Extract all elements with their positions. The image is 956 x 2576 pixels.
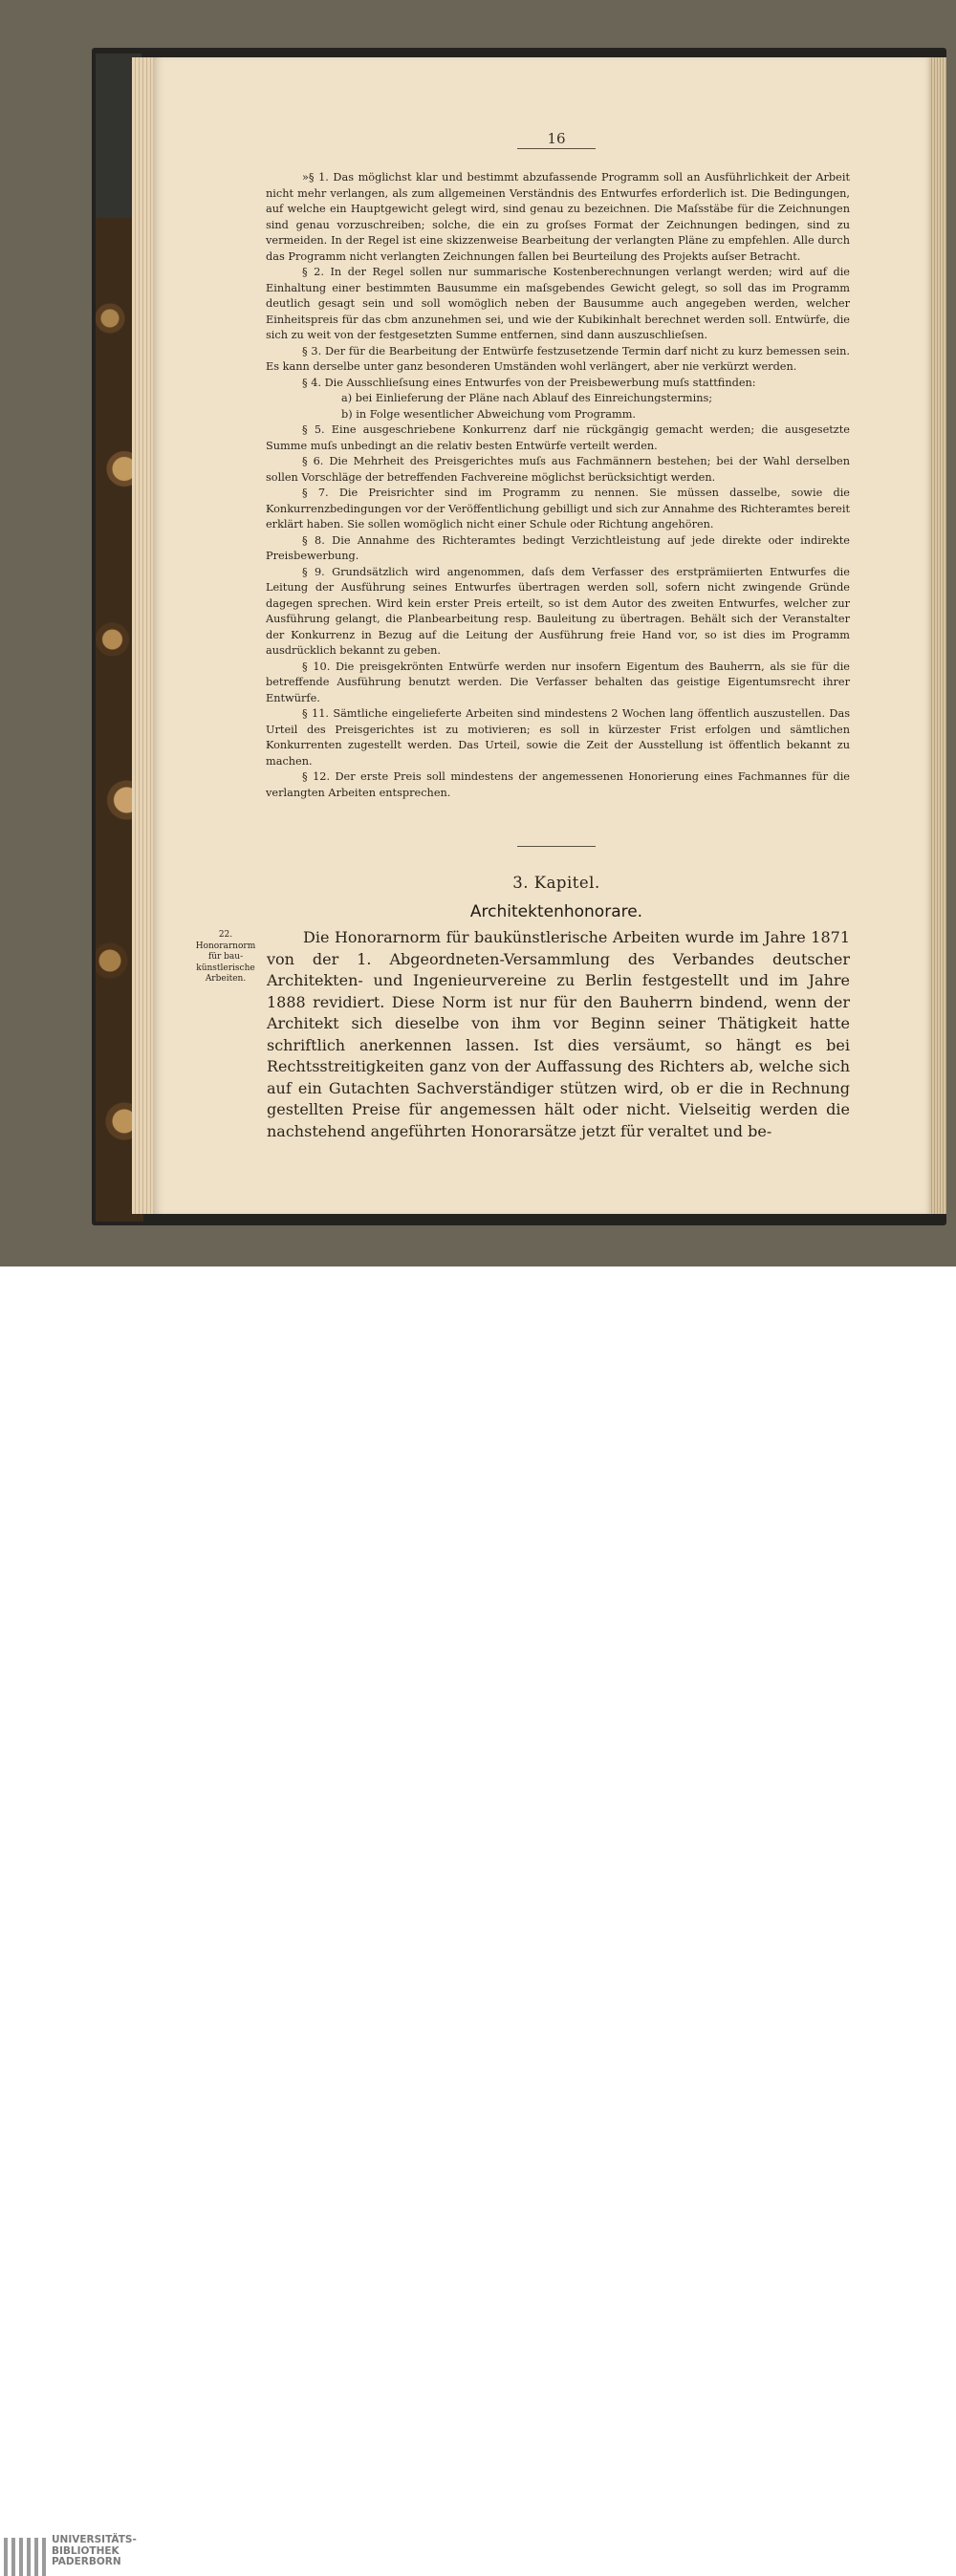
library-footer	[0, 1266, 956, 2567]
main-paragraph: Die Honorarnorm für baukünstlerische Arbeiten wurde im Jahre 1871 von der 1. Abgeordneten-Versammlung des Verbandes deutscher Architekten- und Ingenieurvereine zu Berlin festgestellt und im Jahre 1888 revidiert. Diese Norm ist nur für den Bauherrn bindend, wenn der Architekt sich dieselbe von ihm vor Beginn seiner Thätigkeit hatte schriftlich anerkennen lassen. Ist dies versäumt, so hängt es bei Rechtsstreitigkeiten ganz von der Auffassung des Richters ab, welche sich auf ein Gutachten Sachverständiger stützen wird, ob er die in Rechnung gestellten Preise für angemessen hält oder nicht. Vielseitig werden die nachstehend angeführten Honorarsätze jetzt für veraltet und be-	[267, 928, 850, 1140]
sub-item: b) in Folge wesentlicher Abweichung vom Programm.	[341, 407, 637, 421]
library-logo-icon	[4, 2538, 46, 2576]
statute-text	[266, 170, 850, 801]
paragraph: »§ 1. Das möglichst klar und bestimmt abzufassende Programm soll an Ausführlichkeit der Arbeit nicht mehr verlangen, als zum allgemeinen Verständnis des Entwurfes erforderlich ist. Die Bedingungen, auf welche ein Hauptgewicht gelegt wird, sind genau zu bezeichnen. Die Maſsstäbe für die Zeichnungen sind genau vorzuschreiben; solche, die ein zu groſses Format der Zeichnungen bedingen, sind zu vermeiden. In der Regel ist eine skizzenweise Bearbeitung der verlangten Pläne zu empfehlen. Alle durch das Programm nicht verlangten Zeichnungen fallen bei Beurteilung des Projekts auſser Betracht.	[266, 171, 850, 263]
paragraph: § 3. Der für die Bearbeitung der Entwürfe festzusetzende Termin darf nicht zu kurz bemessen sein. Es kann derselbe unter ganz besonderen Umständen wohl verlängert, aber nie verkürzt werden.	[266, 344, 850, 373]
logo-line: BIBLIOTHEK	[52, 2544, 120, 2557]
logo-line: UNIVERSITÄTS-	[52, 2534, 137, 2545]
margin-note-line: für bau-	[207, 952, 244, 962]
margin-note-number: 22.	[218, 930, 233, 940]
paragraph: § 11. Sämtliche eingelieferte Arbeiten sind mindestens 2 Wochen lang öffentlich auszustellen. Das Urteil des Preisgerichtes ist zu motivieren; es soll in kürzester Frist erfolgen und sämtlichen Konkurrenten zugestellt werden. Das Urteil, sowie die Zeit der Ausstellung ist öffentlich bekannt zu machen.	[266, 707, 850, 768]
paragraph: § 6. Die Mehrheit des Preisgerichtes muſs aus Fachmännern bestehen; bei der Wahl derselben sollen Vorschläge der betreffenden Fachvereine möglichst berücksichtigt werden.	[266, 455, 850, 484]
paragraph: § 8. Die Annahme des Richteramtes bedingt Verzichtleistung auf jede direkte oder indirekte Preisbewerbung.	[266, 533, 850, 562]
margin-note-line: Honorarnorm	[195, 941, 256, 951]
page-number: 16	[547, 130, 566, 147]
margin-note	[187, 930, 264, 985]
section-rule	[517, 846, 596, 847]
header-rule	[517, 148, 596, 149]
paragraph: § 5. Eine ausgeschriebene Konkurrenz darf nie rückgängig gemacht werden; die ausgesetzte Summe muſs unbedingt an die relativ besten Entwürfe verteilt werden.	[266, 423, 850, 452]
logo-line: PADERBORN	[52, 2556, 121, 2567]
paragraph: § 9. Grundsätzlich wird angenommen, daſs dem Verfasser des erstprämiierten Entwurfes die Leitung der Ausführung seines Entwurfes übertragen werden soll, sofern nicht zwingende Gründe dagegen sprechen. Wird kein erster Preis erteilt, so ist dem Autor des zweiten Entwurfes, welcher zur Ausführung gelangt, die Planbearbeitung resp. Bauleitung zu übertragen. Behält sich der Veranstalter der Konkurrenz in Bezug auf die Leitung der Ausführung freie Hand vor, so ist dies im Programm ausdrücklich bekannt zu geben.	[266, 565, 850, 657]
page-edges-right	[929, 57, 946, 1214]
chapter-number: 3. Kapitel.	[512, 874, 600, 892]
paragraph: § 4. Die Ausschlieſsung eines Entwurfes von der Preisbewerbung muſs stattfinden:	[302, 376, 756, 389]
library-logo-text	[52, 2535, 137, 2568]
page-edges-left	[132, 57, 153, 1214]
scan-background	[0, 0, 956, 1266]
paragraph: § 2. In der Regel sollen nur summarische Kostenberechnungen verlangt werden; wird auf die Einhaltung einer bestimmten Bausumme ein maſsgebendes Gewicht gelegt, so soll das im Programm deutlich gesagt sein und soll womöglich neben der Bausumme auch angegeben werden, welcher Einheitspreis für das cbm anzunehmen sei, und wie der Kubikinhalt berechnet werden soll. Entwürfe, die sich zu weit von der festgesetzten Summe entfernen, sind dann auszuschlieſsen.	[266, 266, 850, 341]
margin-note-line: künstlerische	[196, 963, 255, 973]
paragraph: § 10. Die preisgekrönten Entwürfe werden nur insofern Eigentum des Bauherrn, als sie für die betreffende Ausführung benutzt werden. Die Verfasser behalten das geistige Eigentumsrecht ihrer Entwürfe.	[266, 660, 850, 704]
margin-note-line: Arbeiten.	[205, 974, 247, 984]
chapter-title: Architektenhonorare.	[469, 902, 643, 921]
paragraph: § 7. Die Preisrichter sind im Programm zu nennen. Sie müssen dasselbe, sowie die Konkurrenzbedingungen vor der Veröffentlichung gebilligt und sich zur Annahme des Richteramtes bereit erklärt haben. Sie sollen womöglich nicht einer Schule oder Richtung angehören.	[266, 487, 850, 530]
sub-item: a) bei Einlieferung der Pläne nach Ablauf des Einreichungstermins;	[341, 392, 713, 404]
paragraph: § 12. Der erste Preis soll mindestens der angemessenen Honorierung eines Fachmannes für die verlangten Arbeiten entsprechen.	[266, 770, 850, 799]
